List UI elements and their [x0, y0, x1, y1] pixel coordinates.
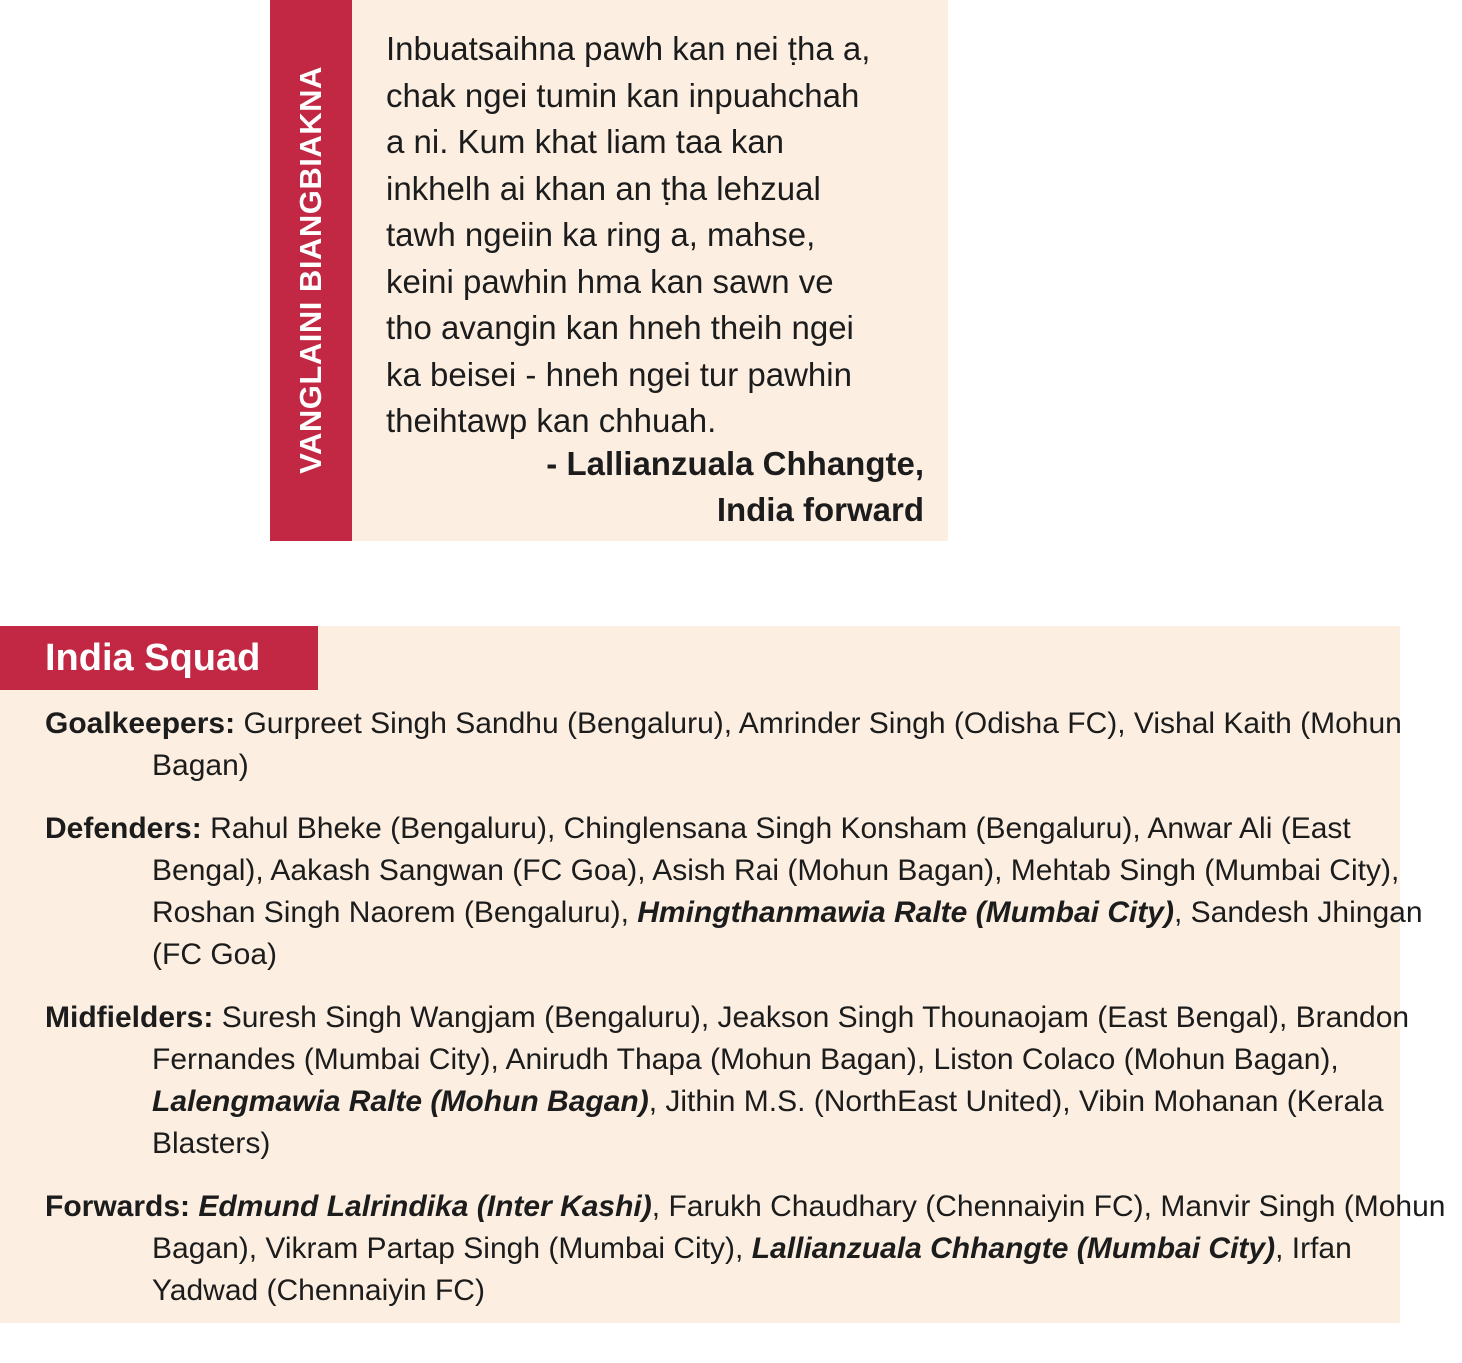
quote-attribution-name: - Lallianzuala Chhangte,: [546, 445, 924, 482]
squad-player: Vishal Kaith (Mohun Bagan): [152, 707, 1402, 782]
squad-player: Gurpreet Singh Sandhu (Bengaluru): [243, 707, 724, 740]
squad-title: India Squad: [45, 637, 261, 679]
squad-player: Sandesh Jhingan (FC Goa): [152, 896, 1423, 971]
quote-side-label: VANGLAINI BIANGBIAKNA: [293, 66, 328, 474]
squad-group-forwards: Forwards: Edmund Lalrindika (Inter Kashi), Farukh Chaudhary (Chennaiyin FC), Manvir Singh (Mohun Bagan), Vikram Partap Singh (Mumbai City), Lallianzuala Chhangte (Mumbai City), Irfan Yadwad (Chennaiyin FC): [45, 1190, 1446, 1307]
squad-player: Edmund Lalrindika (Inter Kashi): [198, 1190, 652, 1223]
squad-player: Lallianzuala Chhangte (Mumbai City): [751, 1232, 1276, 1265]
squad-player: Chinglensana Singh Konsham (Bengaluru): [563, 812, 1133, 845]
squad-role-label: Goalkeepers:: [45, 707, 236, 740]
quote-line: tho avangin kan hneh theih ngei: [386, 309, 854, 346]
quote-line: Inbuatsaihna pawh kan nei ṭha a,: [386, 30, 871, 67]
squad-role-label: Forwards:: [45, 1190, 191, 1223]
squad-player: Irfan Yadwad (Chennaiyin FC): [152, 1232, 1352, 1307]
quote-line: tawh ngeiin ka ring a, mahse,: [386, 216, 816, 253]
squad-player: Suresh Singh Wangjam (Bengaluru): [221, 1001, 701, 1034]
quote-line: inkhelh ai khan an ṭha lehzual: [386, 169, 821, 207]
quote-line: chak ngei tumin kan inpuahchah: [386, 76, 860, 114]
squad-role-label: Defenders:: [45, 812, 202, 845]
squad-header: [0, 626, 318, 690]
squad-player: Anwar Ali (East Bengal): [152, 812, 1351, 887]
squad-player: Hmingthanmawia Ralte (Mumbai City): [637, 896, 1174, 929]
squad-player: Farukh Chaudhary (Chennaiyin FC): [668, 1190, 1144, 1223]
quote-text: [386, 26, 926, 445]
quote-attribution: [546, 441, 924, 533]
quote-line: a ni. Kum khat liam taa kan: [386, 123, 785, 160]
squad-player: Anirudh Thapa (Mohun Bagan): [505, 1043, 917, 1076]
squad-player: Liston Colaco (Mohun Bagan): [933, 1043, 1331, 1076]
squad-player: Roshan Singh Naorem (Bengaluru): [152, 896, 621, 929]
squad-player: Rahul Bheke (Bengaluru): [210, 812, 547, 845]
squad-player: Lalengmawia Ralte (Mohun Bagan): [152, 1085, 649, 1118]
squad-player: Manvir Singh (Mohun Bagan): [152, 1190, 1446, 1265]
squad-player: Brandon Fernandes (Mumbai City): [152, 1001, 1410, 1076]
squad-player: Vibin Mohanan (Kerala Blasters): [152, 1085, 1384, 1160]
squad-player: Aakash Sangwan (FC Goa): [270, 854, 638, 887]
squad-group-midfielders: Midfielders: Suresh Singh Wangjam (Bengaluru), Jeakson Singh Thounaojam (East Bengal), Brandon Fernandes (Mumbai City), Anirudh Thapa (Mohun Bagan), Liston Colaco (Mohun Bagan), Lalengmawia Ralte (Mohun Bagan), Jithin M.S. (NorthEast United), Vibin Mohanan (Kerala Blasters): [45, 1001, 1410, 1160]
quote-line: theihtawp kan chhuah.: [386, 402, 717, 439]
squad-player: Jithin M.S. (NorthEast United): [665, 1085, 1063, 1118]
quote-attribution-role: India forward: [716, 491, 924, 528]
squad-player: Vikram Partap Singh (Mumbai City): [265, 1232, 736, 1265]
squad-player: Mehtab Singh (Mumbai City): [1010, 854, 1391, 887]
quote-side-tab: [270, 0, 352, 541]
quote-panel: [270, 0, 948, 541]
squad-group-goalkeepers: Goalkeepers: Gurpreet Singh Sandhu (Bengaluru), Amrinder Singh (Odisha FC), Vishal Kaith (Mohun Bagan): [45, 707, 1402, 782]
squad-player: Jeakson Singh Thounaojam (East Bengal): [717, 1001, 1279, 1034]
squad-player: Asish Rai (Mohun Bagan): [652, 854, 995, 887]
squad-panel: [0, 626, 1446, 1323]
quote-line: ka beisei - hneh ngei tur pawhin: [386, 355, 852, 393]
squad-player: Amrinder Singh (Odisha FC): [738, 707, 1118, 740]
quote-line: keini pawhin hma kan sawn ve: [386, 262, 834, 300]
squad-group-defenders: Defenders: Rahul Bheke (Bengaluru), Chinglensana Singh Konsham (Bengaluru), Anwar Ali (East Bengal), Aakash Sangwan (FC Goa), Asish Rai (Mohun Bagan), Mehtab Singh (Mumbai City), Roshan Singh Naorem (Bengaluru), Hmingthanmawia Ralte (Mumbai City), Sandesh Jhingan (FC Goa): [45, 812, 1423, 971]
squad-role-label: Midfielders:: [45, 1001, 214, 1034]
